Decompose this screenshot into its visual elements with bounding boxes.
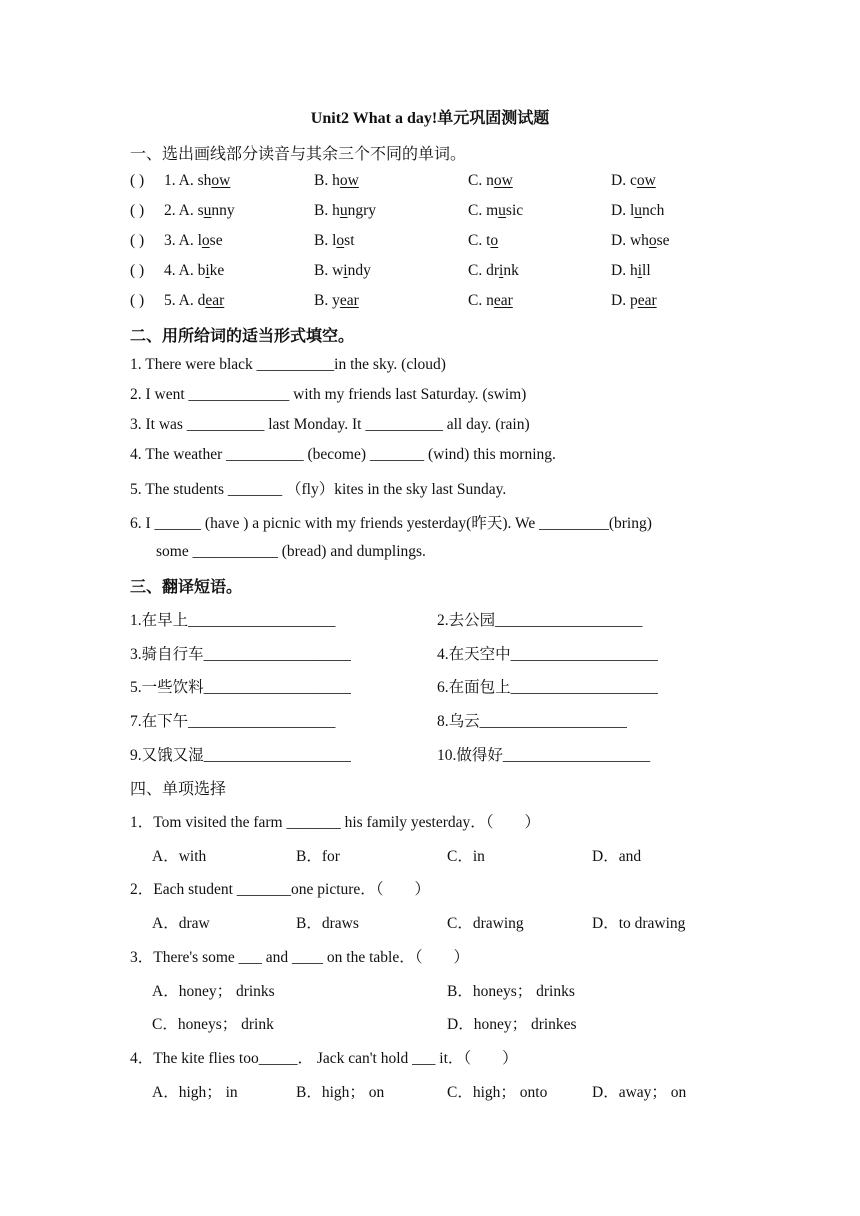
option-a: 2. A. sunny bbox=[164, 202, 235, 219]
option-b: B. lost bbox=[314, 232, 355, 249]
question-stem: 2．Each student _______one picture．（ ） bbox=[130, 881, 431, 898]
option-d: D. whose bbox=[611, 232, 670, 249]
fill-blank-line[interactable]: 1. There were black __________in the sky. (cloud) bbox=[130, 356, 446, 373]
question-stem: 4．The kite flies too_____． Jack can't hold ___ it．（ ） bbox=[130, 1050, 518, 1067]
translate-item[interactable]: 3.骑自行车___________________ bbox=[130, 646, 351, 663]
option-c: C. now bbox=[468, 172, 513, 189]
choice-option[interactable]: C．high； onto bbox=[447, 1084, 548, 1101]
fill-blank-line[interactable]: 3. It was __________ last Monday. It __________ all day. (rain) bbox=[130, 416, 530, 433]
translate-item[interactable]: 10.做得好___________________ bbox=[437, 747, 651, 764]
choice-option[interactable]: B．for bbox=[296, 848, 340, 865]
option-c: C. drink bbox=[468, 262, 519, 279]
phonics-row bbox=[0, 232, 860, 256]
option-a: 3. A. lose bbox=[164, 232, 223, 249]
option-b: B. hungry bbox=[314, 202, 377, 219]
choice-option[interactable]: A．honey； drinks bbox=[152, 983, 275, 1000]
choice-option[interactable]: C．drawing bbox=[447, 915, 524, 932]
option-c: C. music bbox=[468, 202, 524, 219]
option-a: 4. A. bike bbox=[164, 262, 225, 279]
question-stem: 3．There's some ___ and ____ on the table．（ ） bbox=[130, 949, 469, 966]
translate-item[interactable]: 7.在下午___________________ bbox=[130, 713, 336, 730]
option-a: 1. A. show bbox=[164, 172, 231, 189]
section3-heading: 三、翻译短语。 bbox=[130, 579, 243, 596]
choice-option[interactable]: D．to drawing bbox=[592, 915, 686, 932]
fill-blank-line[interactable]: 6. I ______ (have ) a picnic with my friends yesterday(昨天). We _________(bring) bbox=[130, 515, 652, 532]
option-b: B. year bbox=[314, 292, 359, 309]
option-a: 5. A. dear bbox=[164, 292, 225, 309]
question-stem: 1．Tom visited the farm _______ his family yesterday．（ ） bbox=[130, 814, 541, 831]
answer-paren[interactable]: ( ) bbox=[130, 172, 145, 189]
option-b: B. how bbox=[314, 172, 359, 189]
choice-option[interactable]: A．high； in bbox=[152, 1084, 238, 1101]
phonics-row bbox=[0, 202, 860, 226]
option-b: B. windy bbox=[314, 262, 371, 279]
option-d: D. hill bbox=[611, 262, 651, 279]
fill-blank-line[interactable]: 5. The students _______ （fly）kites in the sky last Sunday. bbox=[130, 481, 507, 498]
choice-option[interactable]: B．honeys； drinks bbox=[447, 983, 575, 1000]
answer-paren[interactable]: ( ) bbox=[130, 292, 145, 309]
fill-blank-line[interactable]: 4. The weather __________ (become) _______ (wind) this morning. bbox=[130, 446, 556, 463]
answer-paren[interactable]: ( ) bbox=[130, 202, 145, 219]
choice-option[interactable]: B．draws bbox=[296, 915, 359, 932]
translate-item[interactable]: 6.在面包上___________________ bbox=[437, 679, 658, 696]
choice-option[interactable]: D．and bbox=[592, 848, 642, 865]
option-d: D. pear bbox=[611, 292, 657, 309]
translate-item[interactable]: 5.一些饮料___________________ bbox=[130, 679, 351, 696]
choice-option[interactable]: C．in bbox=[447, 848, 485, 865]
phonics-row bbox=[0, 172, 860, 196]
phonics-row bbox=[0, 292, 860, 316]
fill-blank-line[interactable]: 2. I went _____________ with my friends last Saturday. (swim) bbox=[130, 386, 527, 403]
choice-option[interactable]: C．honeys； drink bbox=[152, 1016, 274, 1033]
choice-option[interactable]: D．honey； drinkes bbox=[447, 1016, 577, 1033]
answer-paren[interactable]: ( ) bbox=[130, 262, 145, 279]
option-d: D. cow bbox=[611, 172, 656, 189]
section4-heading: 四、单项选择 bbox=[130, 781, 227, 798]
section1-heading: 一、选出画线部分读音与其余三个不同的单词。 bbox=[130, 146, 467, 163]
option-c: C. to bbox=[468, 232, 499, 249]
choice-option[interactable]: A．draw bbox=[152, 915, 210, 932]
section2-heading: 二、用所给词的适当形式填空。 bbox=[130, 328, 355, 345]
phonics-row bbox=[0, 262, 860, 286]
choice-option[interactable]: A．with bbox=[152, 848, 207, 865]
translate-item[interactable]: 8.乌云___________________ bbox=[437, 713, 627, 730]
choice-option[interactable]: D．away； on bbox=[592, 1084, 687, 1101]
translate-item[interactable]: 1.在早上___________________ bbox=[130, 612, 336, 629]
translate-item[interactable]: 9.又饿又湿___________________ bbox=[130, 747, 351, 764]
translate-item[interactable]: 2.去公园___________________ bbox=[437, 612, 643, 629]
page-title: Unit2 What a day!单元巩固测试题 bbox=[310, 110, 550, 127]
fill-blank-line[interactable]: some ___________ (bread) and dumplings. bbox=[156, 543, 426, 560]
translate-item[interactable]: 4.在天空中___________________ bbox=[437, 646, 658, 663]
choice-option[interactable]: B．high； on bbox=[296, 1084, 385, 1101]
option-d: D. lunch bbox=[611, 202, 665, 219]
option-c: C. near bbox=[468, 292, 513, 309]
answer-paren[interactable]: ( ) bbox=[130, 232, 145, 249]
